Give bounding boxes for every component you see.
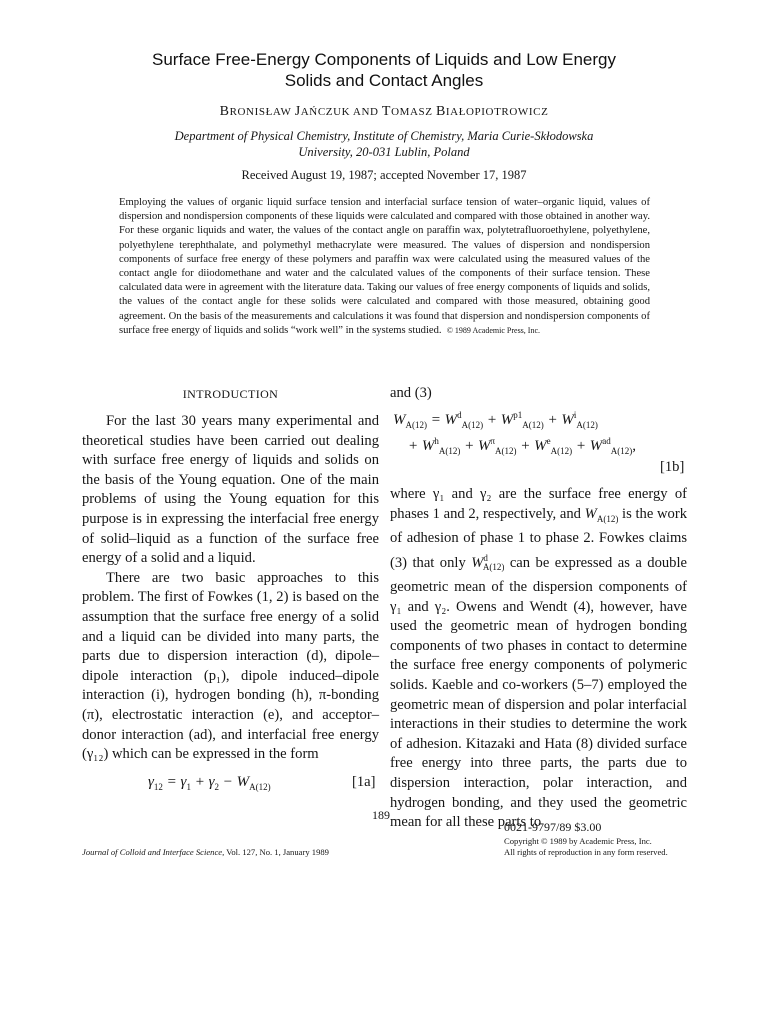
intro-paragraph-1: For the last 30 years many experimental and theoretical studies have been carried out dealing with surface free energy of liquids and solids on the basis of the Young equation. One of the main problems of using the Young equation for this purpose is in expressing the interfacial free energy of solid–liquid as a function of the surface free energy of a solid and a liquid. — [82, 413, 379, 567]
affiliation — [60, 128, 708, 160]
right-column-lead: and (3) — [390, 385, 432, 401]
affiliation-line-2: University, 20-031 Lublin, Poland — [298, 145, 470, 159]
right-column — [390, 485, 687, 833]
title-line-2: Solids and Contact Angles — [284, 71, 484, 90]
publisher-copyright: Copyright © 1989 by Academic Press, Inc. — [504, 836, 652, 846]
publisher-rights: All rights of reproduction in any form reserved. — [504, 847, 668, 857]
affiliation-line-1: Department of Physical Chemistry, Institute of Chemistry, Maria Curie-Skłodowska — [174, 129, 594, 143]
page-number: 189 — [372, 808, 390, 822]
equation-1a: $\gamma_{12} = \gamma_1 + \gamma_2 - W_{A(12)}$ — [148, 774, 271, 792]
received-dates: Received August 19, 1987; accepted November 17, 1987 — [241, 168, 527, 182]
journal-citation: Journal of Colloid and Interface Science, Vol. 127, No. 1, January 1989 — [82, 847, 329, 857]
equation-1a-label: [1a] — [352, 774, 376, 790]
abstract — [119, 196, 650, 338]
title-line-1: Surface Free-Energy Components of Liquids and Low Energy — [152, 50, 616, 69]
equation-1b-label: [1b] — [660, 459, 685, 475]
equation-1b-line-1: $W_{A(12)} = W^d_{A(12)} + W^{p1}_{A(12)} + W^i_{A(12)}$ — [393, 410, 598, 430]
left-column — [82, 412, 379, 765]
right-paragraph: where γ₁ and γ₂ are the surface free energy of phases 1 and 2, respectively, and $W_{A(12)}$ is the work of adhesion of phase 1 to phase 2. Fowkes claims (3) that only $W^d_{A(12)}$ can be expressed as a double geometric mean of the dispersion components of γ₁ and γ₂. Owens and Wendt (4), however, have used the geometric mean of hydrogen bonding components of two phases in contact to determine the surface free energy components of polymeric solids. Kaeble and co-workers (5–7) employed the geometric mean of dispersion and polar interfacial interactions in their studies to determine the work of adhesion. Kitazaki and Hata (8) divided surface free energy into three parts, the parts due to dispersion interaction, polar interaction, and hydrogen bonding, and they used the geometric mean for all these parts to — [390, 486, 687, 831]
abstract-copyright: © 1989 Academic Press, Inc. — [446, 325, 541, 335]
article-code: 0021-9797/89 $3.00 — [504, 820, 602, 834]
equation-1b-line-2: + $W^h_{A(12)} + W^\pi_{A(12)} + W^e_{A(12)} + W^{ad}_{A(12)}$, — [408, 436, 637, 456]
section-heading-introduction: INTRODUCTION — [182, 387, 279, 401]
paper-title — [60, 49, 708, 91]
intro-paragraph-2: There are two basic approaches to this problem. The first of Fowkes (1, 2) is based on the assumption that the surface free energy of a solid and a liquid can be divided into many parts, the parts due to dispersion interaction (d), dipole–dipole interaction (p₁), dipole induced–dipole interaction (i), hydrogen bonding (h), π-bonding (π), electrostatic interaction (e), and acceptor–donor interaction (ad), and interfacial free energy (γ₁₂) which can be expressed in the form — [82, 569, 379, 763]
authors: BRONISŁAW JAŃCZUK AND TOMASZ BIAŁOPIOTROWICZ — [219, 104, 549, 119]
abstract-text: Employing the values of organic liquid surface tension and interfacial surface tension of water–organic liquid, values of dispersion and nondispersion components of these liquids were calculated and compared with those obtained in another way. For these organic liquids and water, the values of the contact angle on paraffin wax, polytetrafluoroethylene, polyethylene, polyethylene terephthalate, and polymethyl methacrylate were measured. The values of dispersion and nondispersion components of surface free energy of these polymers and paraffin wax were calculated using the measured values of the contact angle for diiodomethane and water and the calculated values of the components of their surface tension. These calculated data were in agreement with the literature data. Taking our values of free energy components of liquids and solids, the values of the contact angle for these solids were calculated and compared with those measured, obtaining good agreement. On the basis of the measurements and calculations it was found that dispersion and nondispersion components of surface free energy of liquids and solids “work well” in the systems studied. — [119, 197, 650, 336]
